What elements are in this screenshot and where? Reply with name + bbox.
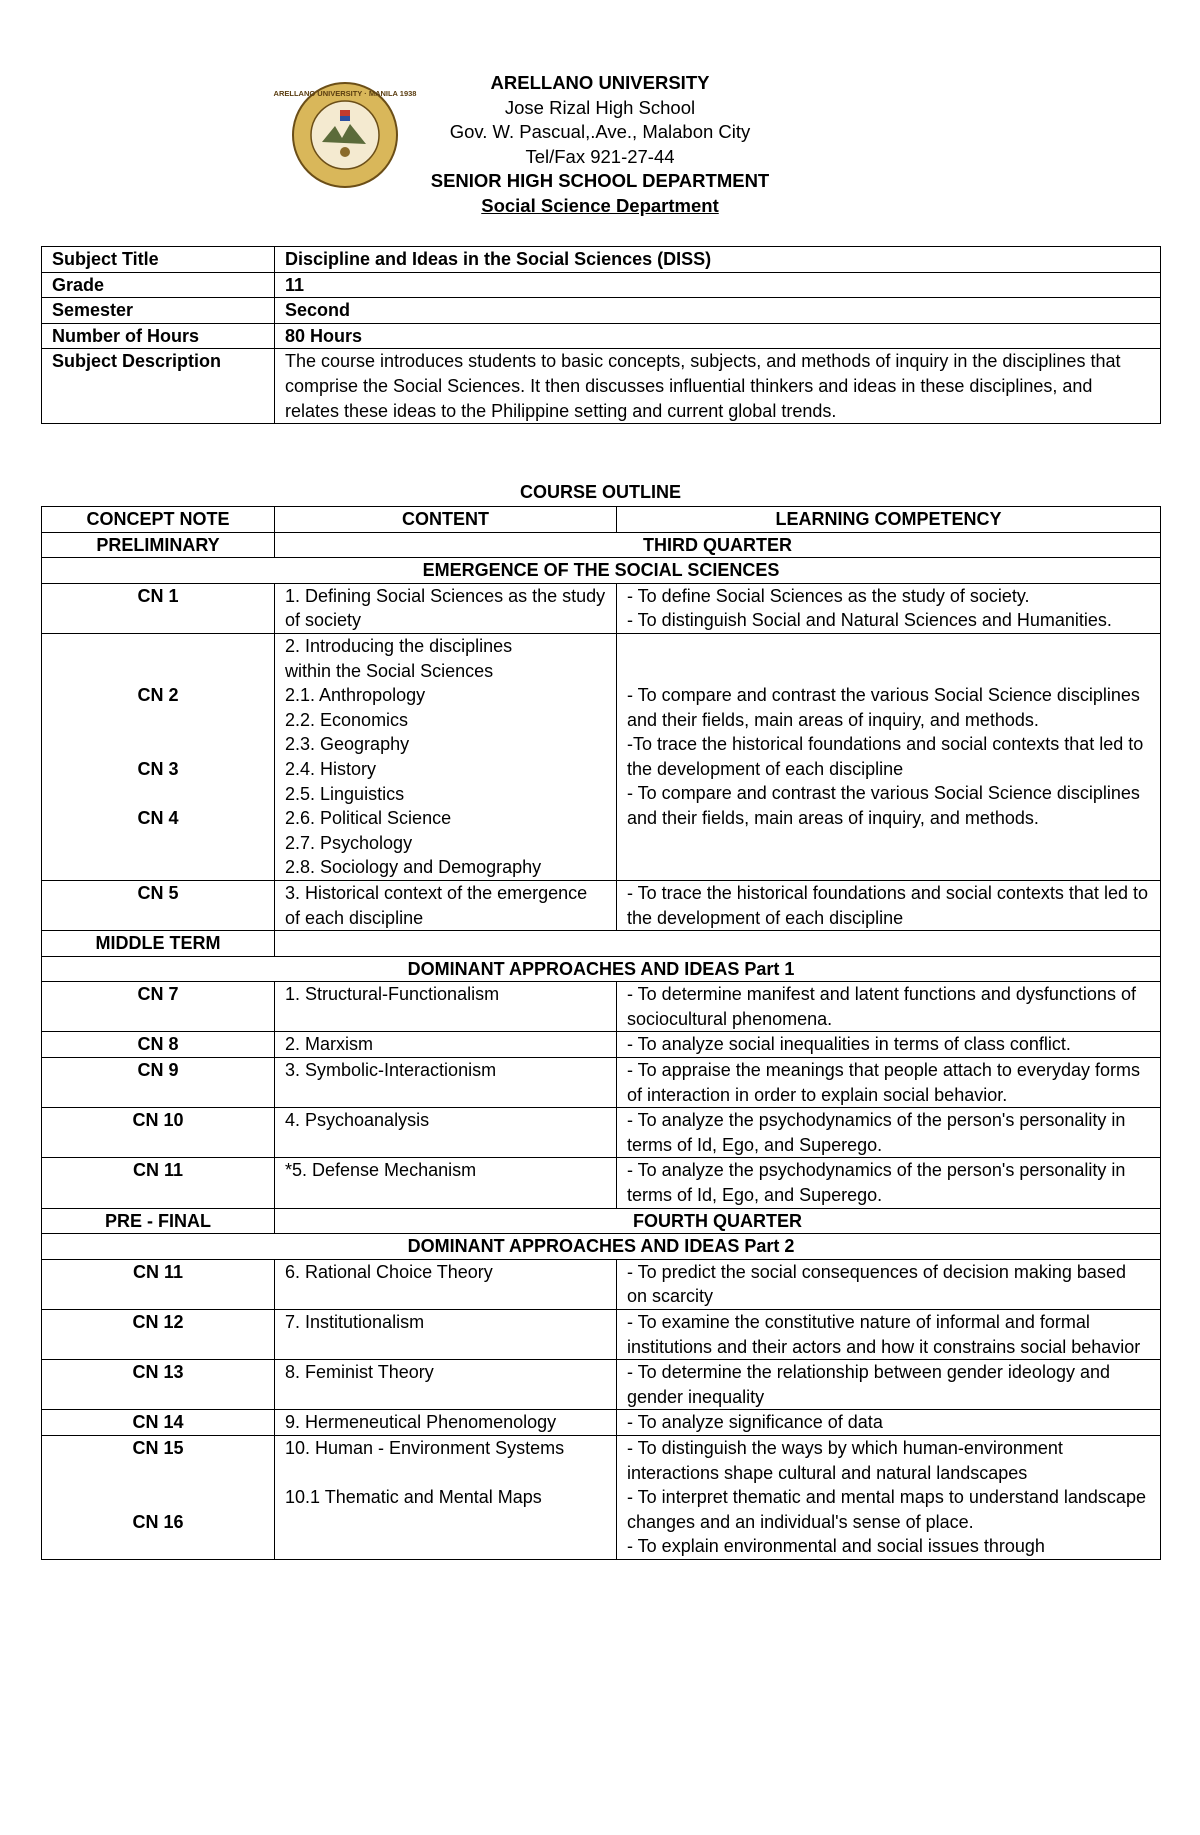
concept-note: CN 1 [42,583,275,633]
content-line: 2.4. History [285,758,377,779]
column-header: CONTENT [275,507,617,533]
competency-item: - To compare and contrast the various Social Science disciplines and their fields, main areas of inquiry, and methods. [627,684,1140,730]
course-outline-table [41,506,1161,1560]
competency-item: - To interpret thematic and mental maps to understand landscape changes and an individual's sense of place. [627,1487,1146,1532]
competency-cell: - To trace the historical foundations and social contexts that led to the development of each discipline [617,880,1161,930]
table-row [42,1032,1161,1058]
section-title: EMERGENCE OF THE SOCIAL SCIENCES [42,558,1161,584]
info-row [42,323,1161,349]
section-title: DOMINANT APPROACHES AND IDEAS Part 1 [42,956,1161,982]
concept-note: CN 14 [42,1410,275,1436]
table-row [42,1058,1161,1108]
content-line: 2.5. Linguistics [285,783,405,804]
concept-note: CN 13 [42,1360,275,1410]
competency-item: - To distinguish the ways by which human-environment interactions shape cultural and natural landscapes [627,1437,1063,1483]
subdepartment-name: Social Science Department [481,194,719,216]
content-line: 2. Introducing the disciplines [285,635,513,656]
table-row [42,982,1161,1032]
quarter-label: FOURTH QUARTER [275,1208,1161,1234]
competency-cell: - To appraise the meanings that people attach to everyday forms of interaction in order to explain social behavior. [617,1058,1161,1108]
term-row [42,931,1161,957]
content-cell: 1. Defining Social Sciences as the study of society [275,583,617,633]
outline-header-row [42,507,1161,533]
competency-cell: - To predict the social consequences of decision making based on scarcity [617,1259,1161,1309]
table-row [42,1310,1161,1360]
info-label: Subject Description [42,349,275,424]
competency-item: - To explain environmental and social issues through [627,1536,1045,1557]
competency-cell: - To determine manifest and latent functions and dysfunctions of sociocultural phenomena. [617,982,1161,1032]
section-row [42,1234,1161,1260]
content-cell [275,633,617,880]
competency-item: -To trace the historical foundations and social contexts that led to the development of each discipline [627,734,1144,779]
section-row [42,558,1161,584]
table-row [42,1158,1161,1208]
info-value: Second [275,298,1161,324]
info-row [42,298,1161,324]
competency-cell [617,583,1161,633]
term-label: MIDDLE TERM [42,931,275,957]
empty-cell [275,931,1161,957]
table-row [42,1410,1161,1436]
info-value: Discipline and Ideas in the Social Sciences (DISS) [275,247,1161,273]
school-name: Jose Rizal High School [504,96,696,118]
concept-note: CN 10 [42,1108,275,1158]
competency-cell: - To analyze significance of data [617,1410,1161,1436]
content-line: 2.1. Anthropology [285,685,426,706]
competency-item: - To define Social Sciences as the study of society. [627,585,1030,606]
info-row [42,247,1161,273]
concept-note: CN 11 [42,1259,275,1309]
competency-cell: - To analyze the psychodynamics of the person's personality in terms of Id, Ego, and Superego. [617,1108,1161,1158]
logo-text: ARELLANO UNIVERSITY · MANILA 1938 [273,89,417,98]
concept-note-group [42,633,275,880]
content-cell: 1. Structural-Functionalism [275,982,617,1032]
quarter-label: THIRD QUARTER [275,532,1161,558]
info-label: Number of Hours [42,323,275,349]
school-address: Gov. W. Pascual,.Ave., Malabon City [449,121,751,142]
column-header: LEARNING COMPETENCY [617,507,1161,533]
content-cell: 7. Institutionalism [275,1310,617,1360]
term-label: PRE - FINAL [42,1208,275,1234]
competency-cell: - To analyze the psychodynamics of the person's personality in terms of Id, Ego, and Superego. [617,1158,1161,1208]
subject-description: The course introduces students to basic concepts, subjects, and methods of inquiry in the disciplines that comprise the Social Sciences. It then discusses influential thinkers and ideas in these disciplines, and relates these ideas to the Philippine setting and current global trends. [275,349,1161,424]
competency-cell: - To analyze social inequalities in terms of class conflict. [617,1032,1161,1058]
section-title: DOMINANT APPROACHES AND IDEAS Part 2 [42,1234,1161,1260]
competency-cell: - To examine the constitutive nature of informal and formal institutions and their actors and how it constrains social behavior [617,1310,1161,1360]
course-outline-title: COURSE OUTLINE [519,482,681,502]
concept-note: CN 3 [137,758,179,779]
section-row [42,956,1161,982]
department-name: SENIOR HIGH SCHOOL DEPARTMENT [430,170,770,191]
content-line: 2.7. Psychology [285,832,413,853]
content-cell: 9. Hermeneutical Phenomenology [275,1410,617,1436]
content-cell: *5. Defense Mechanism [275,1158,617,1208]
table-row [42,583,1161,633]
info-value: 11 [275,272,1161,298]
content-cell: 3. Historical context of the emergence of each discipline [275,880,617,930]
info-row [42,272,1161,298]
term-row [42,532,1161,558]
school-telfax: Tel/Fax 921-27-44 [525,145,675,167]
subject-info-table [41,246,1161,424]
table-row [42,880,1161,930]
content-cell: 8. Feminist Theory [275,1360,617,1410]
content-line: 2.2. Economics [285,709,409,730]
university-name: ARELLANO UNIVERSITY [490,72,710,93]
content-line: 2.8. Sociology and Demography [285,857,542,878]
competency-item: - To compare and contrast the various Social Science disciplines and their fields, main areas of inquiry, and methods. [627,783,1140,828]
content-line: 10.1 Thematic and Mental Maps [285,1487,542,1508]
content-cell: 3. Symbolic-Interactionism [275,1058,617,1108]
content-cell: 4. Psychoanalysis [275,1108,617,1158]
table-row [42,1360,1161,1410]
table-row [42,1108,1161,1158]
content-cell: 6. Rational Choice Theory [275,1259,617,1309]
content-line: within the Social Sciences [285,660,494,681]
term-label: PRELIMINARY [42,532,275,558]
content-line: 10. Human - Environment Systems [285,1437,565,1458]
info-label: Grade [42,272,275,298]
concept-note: CN 9 [42,1058,275,1108]
concept-note: CN 15 [132,1437,184,1458]
concept-note: CN 7 [42,982,275,1032]
competency-cell: - To determine the relationship between gender ideology and gender inequality [617,1360,1161,1410]
competency-cell [617,633,1161,880]
table-row [42,1259,1161,1309]
content-line: 2.3. Geography [285,734,410,755]
content-line: 2.6. Political Science [285,808,452,829]
concept-note: CN 16 [132,1511,184,1532]
column-header: CONCEPT NOTE [42,507,275,533]
info-value: 80 Hours [275,323,1161,349]
concept-note: CN 8 [42,1032,275,1058]
competency-cell [617,1435,1161,1559]
concept-note: CN 4 [137,807,179,828]
table-row [42,633,1161,880]
concept-note: CN 2 [137,684,179,705]
concept-note: CN 12 [42,1310,275,1360]
info-label: Subject Title [42,247,275,273]
concept-note: CN 5 [42,880,275,930]
table-row [42,1435,1161,1559]
concept-note: CN 11 [42,1158,275,1208]
info-row [42,349,1161,424]
content-cell: 2. Marxism [275,1032,617,1058]
document-header [300,71,900,218]
concept-note-group [42,1435,275,1559]
competency-item: - To distinguish Social and Natural Sciences and Humanities. [627,610,1112,631]
content-cell [275,1435,617,1559]
term-row [42,1208,1161,1234]
info-label: Semester [42,298,275,324]
